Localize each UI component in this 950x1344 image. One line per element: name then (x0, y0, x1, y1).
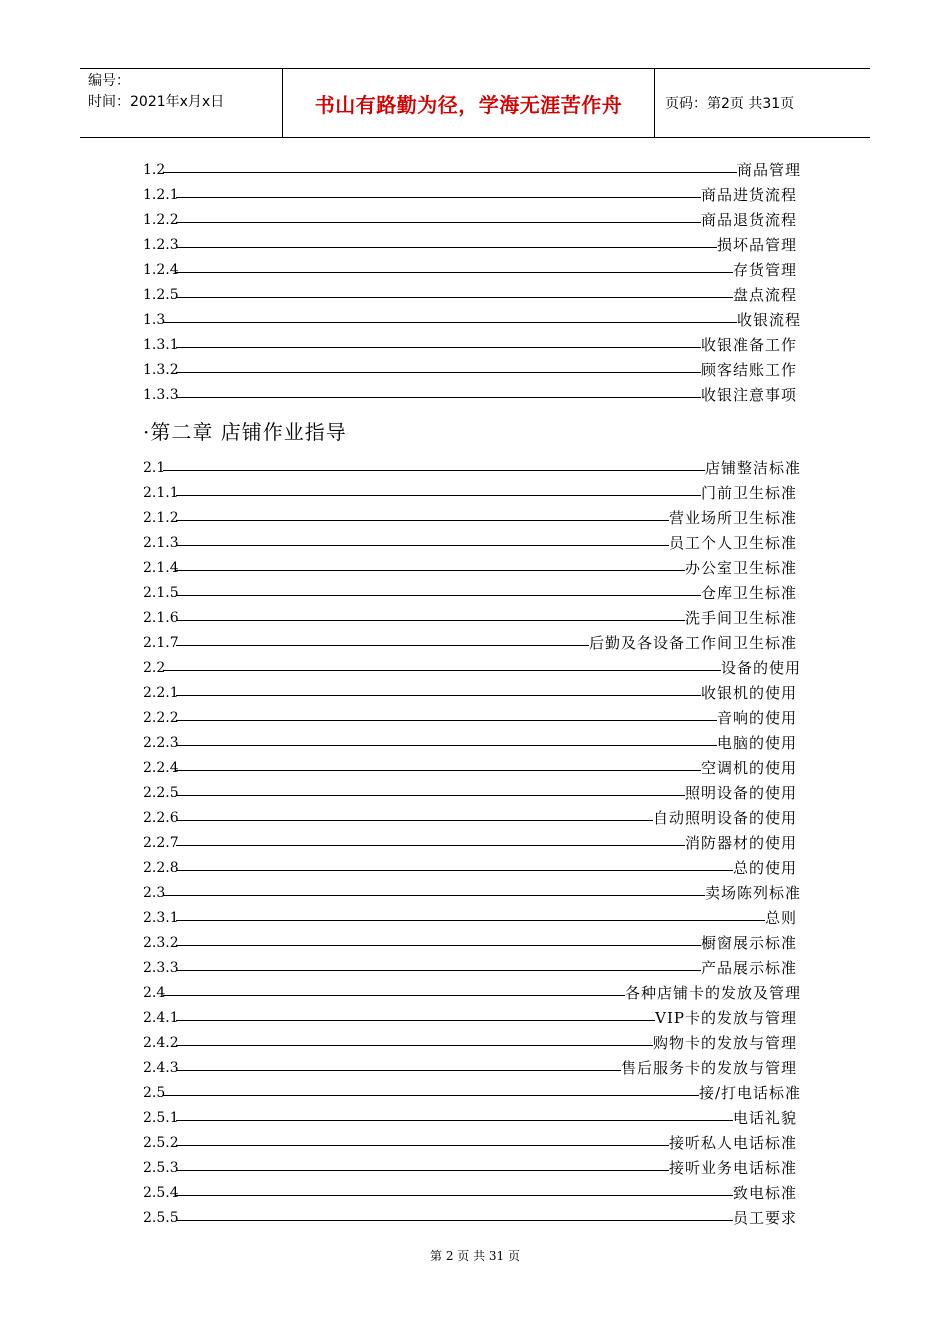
toc-entry-title: 卖场陈列标准 (704, 884, 801, 902)
toc-entry-number: 1.3.2 (143, 362, 179, 378)
toc-entry[interactable] (143, 184, 808, 209)
toc-entry-title: 售后服务卡的发放与管理 (620, 1059, 797, 1077)
toc-leader-line (176, 1170, 669, 1171)
toc-leader-line (176, 920, 765, 921)
toc-entry[interactable] (143, 1032, 808, 1057)
toc-entry-number: 2.2.8 (143, 860, 179, 876)
toc-entry-title: 电脑的使用 (716, 734, 797, 752)
header-page-info: 页码：第2页 共31页 (665, 96, 795, 112)
toc-entry-number: 1.2.2 (143, 212, 179, 228)
toc-entry[interactable] (143, 782, 808, 807)
toc-entry-number: 2.1.3 (143, 535, 179, 551)
toc-entry[interactable] (143, 582, 808, 607)
toc-entry[interactable] (143, 532, 808, 557)
toc-entry[interactable] (143, 707, 808, 732)
toc-section-chapter-2 (143, 457, 808, 1232)
toc-leader-line (176, 372, 701, 373)
toc-section-chapter-1 (143, 159, 808, 409)
toc-entry-number: 1.2.4 (143, 262, 179, 278)
toc-leader-line (176, 770, 701, 771)
toc-leader-line (176, 795, 685, 796)
toc-entry-title: 员工个人卫生标准 (668, 534, 797, 552)
toc-entry[interactable] (143, 234, 808, 259)
toc-entry[interactable] (143, 632, 808, 657)
toc-leader-line (176, 197, 701, 198)
toc-entry-title: 收银准备工作 (700, 336, 797, 354)
toc-entry[interactable] (143, 259, 808, 284)
header-page-info-cell (655, 69, 870, 137)
toc-entry[interactable] (143, 159, 808, 184)
toc-entry-title: 仓库卫生标准 (700, 584, 797, 602)
toc-entry[interactable] (143, 957, 808, 982)
toc-leader-line (176, 1045, 653, 1046)
toc-entry-number: 2.1.4 (143, 560, 179, 576)
toc-entry-number: 2.4.2 (143, 1035, 179, 1051)
toc-leader-line (176, 222, 701, 223)
toc-entry-title: 商品管理 (736, 161, 801, 179)
toc-leader-line (176, 297, 733, 298)
toc-entry[interactable] (143, 982, 808, 1007)
toc-entry-number: 2.4.3 (143, 1060, 179, 1076)
chapter-heading: ·第二章 店铺作业指导 (143, 420, 347, 444)
toc-leader-line (176, 347, 701, 348)
toc-leader-line (163, 670, 721, 671)
toc-entry-title: 盘点流程 (732, 286, 797, 304)
toc-entry-title: 自动照明设备的使用 (652, 809, 797, 827)
toc-entry[interactable] (143, 832, 808, 857)
toc-entry-title: 营业场所卫生标准 (668, 509, 797, 527)
toc-entry-number: 1.2.5 (143, 287, 179, 303)
toc-entry-title: 音响的使用 (716, 709, 797, 727)
toc-entry[interactable] (143, 309, 808, 334)
toc-entry-number: 2.5.3 (143, 1160, 179, 1176)
toc-entry-number: 1.3.3 (143, 387, 179, 403)
toc-leader-line (176, 520, 669, 521)
toc-entry-title: 消防器材的使用 (684, 834, 797, 852)
toc-entry[interactable] (143, 1132, 808, 1157)
toc-entry-number: 1.3 (143, 312, 166, 328)
toc-leader-line (176, 820, 653, 821)
toc-entry-number: 2.1.6 (143, 610, 179, 626)
toc-entry[interactable] (143, 1157, 808, 1182)
toc-entry-title: 商品退货流程 (700, 211, 797, 229)
toc-leader-line (176, 397, 701, 398)
toc-entry[interactable] (143, 284, 808, 309)
toc-entry-title: 商品进货流程 (700, 186, 797, 204)
toc-entry-number: 2.2.6 (143, 810, 179, 826)
header-meta (80, 69, 282, 137)
toc-entry-number: 2.2 (143, 660, 166, 676)
toc-entry-title: 顾客结账工作 (700, 361, 797, 379)
toc-entry-title: 门前卫生标准 (700, 484, 797, 502)
toc-entry-number: 2.4.1 (143, 1010, 179, 1026)
toc-entry[interactable] (143, 1107, 808, 1132)
toc-leader-line (176, 247, 717, 248)
toc-entry-number: 2.2.3 (143, 735, 179, 751)
toc-entry-title: 收银注意事项 (700, 386, 797, 404)
toc-leader-line (176, 495, 701, 496)
toc-leader-line (163, 895, 705, 896)
toc-entry[interactable] (143, 384, 808, 409)
toc-entry[interactable] (143, 932, 808, 957)
toc-entry-title: 后勤及各设备工作间卫生标准 (588, 634, 797, 652)
toc-entry-number: 2.2.5 (143, 785, 179, 801)
toc-entry-number: 1.2 (143, 162, 166, 178)
toc-entry[interactable] (143, 1082, 808, 1107)
toc-entry-number: 2.3.2 (143, 935, 179, 951)
toc-entry[interactable] (143, 457, 808, 482)
toc-entry-number: 2.1 (143, 460, 166, 476)
toc-entry-number: 2.1.1 (143, 485, 179, 501)
toc-entry-title: 办公室卫生标准 (684, 559, 797, 577)
toc-entry-title: VIP卡的发放与管理 (655, 1009, 797, 1027)
toc-leader-line (176, 845, 685, 846)
toc-entry[interactable] (143, 682, 808, 707)
toc-entry-number: 2.3.3 (143, 960, 179, 976)
toc-entry[interactable] (143, 732, 808, 757)
toc-entry-title: 电话礼貌 (732, 1109, 797, 1127)
toc-entry-number: 2.2.7 (143, 835, 179, 851)
toc-entry[interactable] (143, 359, 808, 384)
toc-entry-number: 2.1.2 (143, 510, 179, 526)
toc-leader-line (176, 695, 701, 696)
toc-leader-line (176, 945, 701, 946)
toc-leader-line (176, 970, 701, 971)
toc-entry[interactable] (143, 907, 808, 932)
toc-entry-title: 损坏品管理 (716, 236, 797, 254)
toc-leader-line (176, 272, 733, 273)
toc-entry[interactable] (143, 882, 808, 907)
toc-entry-number: 2.5.1 (143, 1110, 179, 1126)
toc-leader-line (176, 595, 701, 596)
toc-entry-title: 总则 (764, 909, 797, 927)
toc-entry-number: 2.1.7 (143, 635, 179, 651)
toc-entry-title: 洗手间卫生标准 (684, 609, 797, 627)
toc-entry[interactable] (143, 607, 808, 632)
toc-entry[interactable] (143, 757, 808, 782)
toc-entry-title: 各种店铺卡的发放及管理 (624, 984, 801, 1002)
toc-leader-line (176, 1070, 621, 1071)
toc-leader-line (176, 1220, 733, 1221)
toc-entry-title: 接听私人电话标准 (668, 1134, 797, 1152)
toc-entry-title: 接/打电话标准 (698, 1084, 801, 1102)
toc-leader-line (163, 470, 705, 471)
toc-entry[interactable] (143, 1007, 808, 1032)
toc-entry-title: 员工要求 (732, 1209, 797, 1227)
toc-leader-line (176, 1145, 669, 1146)
document-number-label: 编号： (88, 73, 130, 89)
header-motto-cell (282, 69, 655, 137)
toc-entry[interactable] (143, 1057, 808, 1082)
page-header (80, 68, 870, 138)
toc-leader-line (176, 1120, 733, 1121)
toc-entry[interactable] (143, 657, 808, 682)
document-date-label: 时间：2021年x月x日 (88, 94, 225, 110)
toc-leader-line (176, 620, 685, 621)
toc-entry[interactable] (143, 557, 808, 582)
toc-entry-title: 照明设备的使用 (684, 784, 797, 802)
toc-entry-title: 致电标准 (732, 1184, 797, 1202)
toc-entry-number: 2.5.5 (143, 1210, 179, 1226)
toc-leader-line (176, 745, 717, 746)
toc-entry-number: 2.3 (143, 885, 166, 901)
toc-entry-number: 2.2.1 (143, 685, 179, 701)
toc-leader-line (176, 870, 733, 871)
toc-entry-number: 2.1.5 (143, 585, 179, 601)
toc-leader-line (176, 720, 717, 721)
toc-leader-line (163, 1095, 699, 1096)
toc-leader-line (163, 172, 737, 173)
toc-entry[interactable] (143, 482, 808, 507)
toc-entry-title: 橱窗展示标准 (700, 934, 797, 952)
toc-entry-number: 2.5 (143, 1085, 166, 1101)
toc-entry[interactable] (143, 1207, 808, 1232)
toc-entry-number: 2.5.4 (143, 1185, 179, 1201)
toc-entry-title: 总的使用 (732, 859, 797, 877)
toc-entry-title: 存货管理 (732, 261, 797, 279)
header-motto: 书山有路勤为径，学海无涯苦作舟 (314, 92, 623, 117)
toc-entry-title: 空调机的使用 (700, 759, 797, 777)
toc-entry[interactable] (143, 807, 808, 832)
toc-leader-line (176, 1195, 733, 1196)
toc-entry-title: 接听业务电话标准 (668, 1159, 797, 1177)
toc-entry-title: 购物卡的发放与管理 (652, 1034, 797, 1052)
toc-leader-line (163, 322, 737, 323)
toc-entry-number: 2.5.2 (143, 1135, 179, 1151)
toc-entry[interactable] (143, 857, 808, 882)
toc-entry-number: 1.2.1 (143, 187, 179, 203)
toc-leader-line (176, 545, 669, 546)
toc-leader-line (176, 570, 685, 571)
toc-entry[interactable] (143, 334, 808, 359)
toc-entry[interactable] (143, 1182, 808, 1207)
page-footer: 第 2 页 共 31 页 (430, 1249, 520, 1263)
toc-leader-line (176, 645, 589, 646)
toc-entry[interactable] (143, 507, 808, 532)
toc-entry-title: 收银流程 (736, 311, 801, 329)
toc-entry-title: 收银机的使用 (700, 684, 797, 702)
toc-entry-number: 2.2.4 (143, 760, 179, 776)
toc-entry-number: 1.2.3 (143, 237, 179, 253)
toc-entry-title: 产品展示标准 (700, 959, 797, 977)
toc-entry-number: 2.2.2 (143, 710, 179, 726)
toc-entry-number: 1.3.1 (143, 337, 179, 353)
toc-entry-number: 2.3.1 (143, 910, 179, 926)
toc-leader-line (163, 995, 625, 996)
toc-leader-line (176, 1020, 655, 1021)
toc-entry-title: 设备的使用 (720, 659, 801, 677)
toc-entry-title: 店铺整洁标准 (704, 459, 801, 477)
toc-entry[interactable] (143, 209, 808, 234)
toc-entry-number: 2.4 (143, 985, 166, 1001)
